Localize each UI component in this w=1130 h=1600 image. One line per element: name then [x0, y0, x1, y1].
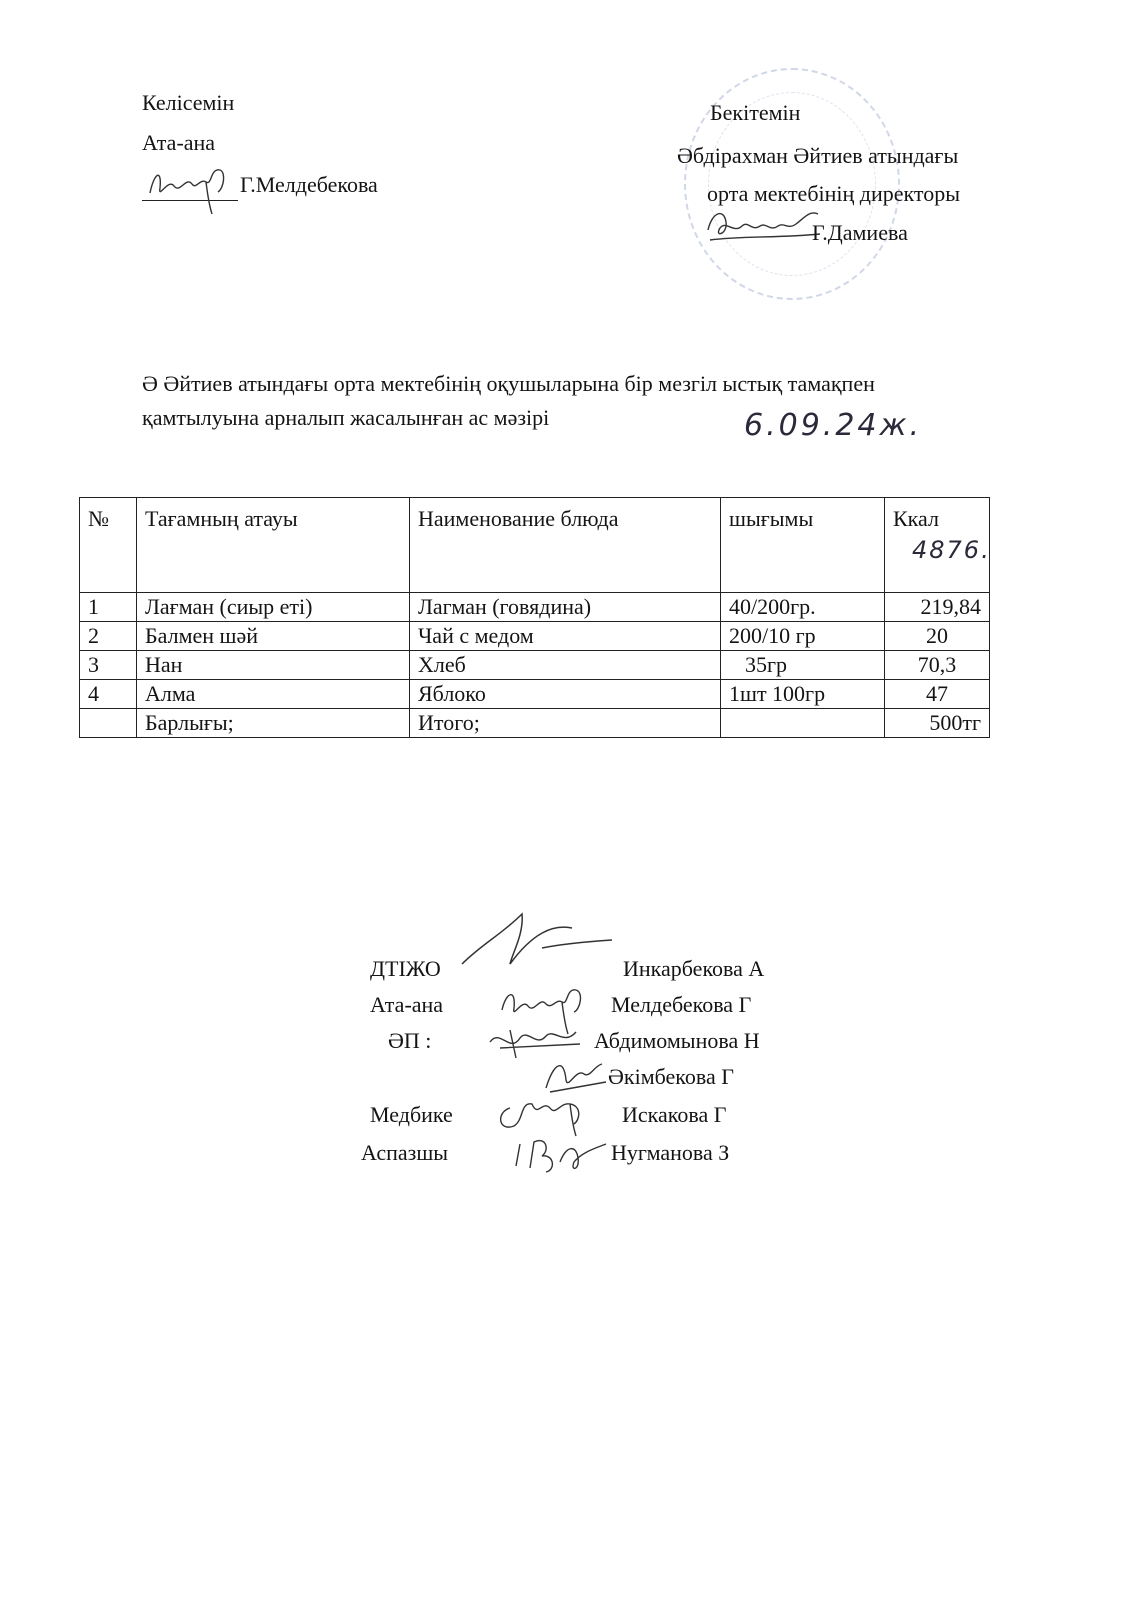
row-yield: 35гр — [721, 651, 885, 680]
row-dish-kk: Нан — [137, 651, 410, 680]
total-number — [80, 709, 137, 738]
total-price: 500тг — [885, 709, 990, 738]
sig-role-nurse: Медбике — [370, 1102, 453, 1127]
akimbekova-signature — [540, 1052, 612, 1098]
sig-name-parent: Мелдебекова Г — [611, 992, 752, 1017]
row-yield: 40/200гр. — [721, 593, 885, 622]
total-label-kk: Барлығы; — [137, 709, 410, 738]
menu-table — [79, 497, 990, 738]
menu-heading-line2: қамтылуына арналып жасалынған ас мәзірі — [142, 405, 550, 430]
sig-role-ep: ӘП : — [388, 1028, 432, 1053]
row-yield: 200/10 гр — [721, 622, 885, 651]
sig-role-cook: Аспазшы — [361, 1140, 449, 1165]
signature-line — [142, 200, 238, 201]
sig-name-cook: Нугманова З — [611, 1140, 730, 1165]
row-dish-ru: Чай с медом — [410, 622, 721, 651]
row-yield: 1шт 100гр — [721, 680, 885, 709]
approve-line2: орта мектебінің директоры — [707, 181, 961, 206]
row-kcal: 70,3 — [885, 651, 990, 680]
total-yield — [721, 709, 885, 738]
row-kcal: 47 — [885, 680, 990, 709]
row-number: 2 — [80, 622, 137, 651]
approve-name: Г.Дамиева — [812, 220, 908, 245]
table-header-row — [80, 498, 990, 593]
table-row — [80, 651, 990, 680]
row-number: 1 — [80, 593, 137, 622]
header-dish-kk: Тағамның атауы — [137, 498, 410, 593]
table-total-row — [80, 709, 990, 738]
approve-line1: Әбдірахман Әйтиев атындағы — [677, 143, 959, 168]
sig-name-dtizho: Инкарбекова А — [623, 956, 765, 981]
row-dish-kk: Лағман (сиыр еті) — [137, 593, 410, 622]
row-number: 3 — [80, 651, 137, 680]
agree-role: Ата-ана — [142, 130, 216, 155]
row-kcal: 20 — [885, 622, 990, 651]
ep-signature — [480, 1018, 590, 1064]
total-label-ru: Итого; — [410, 709, 721, 738]
dtizho-signature — [452, 904, 622, 974]
agree-name: Г.Мелдебекова — [240, 172, 378, 197]
table-row — [80, 593, 990, 622]
sig-name-nurse: Искакова Г — [622, 1102, 727, 1127]
row-dish-kk: Алма — [137, 680, 410, 709]
nurse-signature — [490, 1088, 600, 1138]
row-dish-ru: Хлеб — [410, 651, 721, 680]
header-kcal: Ккал — [885, 498, 990, 593]
sig-role-dtizho: ДТІЖО — [370, 956, 441, 981]
parent-signature — [140, 158, 250, 218]
sig-name-akimbekova: Әкімбекова Г — [608, 1064, 734, 1089]
header-number: № — [80, 498, 137, 593]
parent-commission-signature — [494, 980, 604, 1036]
table-row — [80, 680, 990, 709]
agree-title: Келісемін — [142, 90, 235, 115]
table-row — [80, 622, 990, 651]
row-kcal: 219,84 — [885, 593, 990, 622]
handwritten-date: 6.09.24ж. — [744, 408, 923, 443]
header-yield: шығымы — [721, 498, 885, 593]
row-dish-ru: Лагман (говядина) — [410, 593, 721, 622]
row-dish-kk: Балмен шәй — [137, 622, 410, 651]
handwritten-kcal-total: 4876. — [912, 536, 991, 564]
row-number: 4 — [80, 680, 137, 709]
approve-title: Бекітемін — [710, 100, 801, 125]
row-dish-ru: Яблоко — [410, 680, 721, 709]
sig-name-ep: Абдимомынова Н — [594, 1028, 760, 1053]
sig-role-parent: Ата-ана — [370, 992, 444, 1017]
menu-heading-line1: Ә Әйтиев атындағы орта мектебінің оқушыларына бір мезгіл ыстық тамақпен — [142, 371, 875, 396]
cook-signature — [506, 1126, 612, 1182]
header-dish-ru: Наименование блюда — [410, 498, 721, 593]
